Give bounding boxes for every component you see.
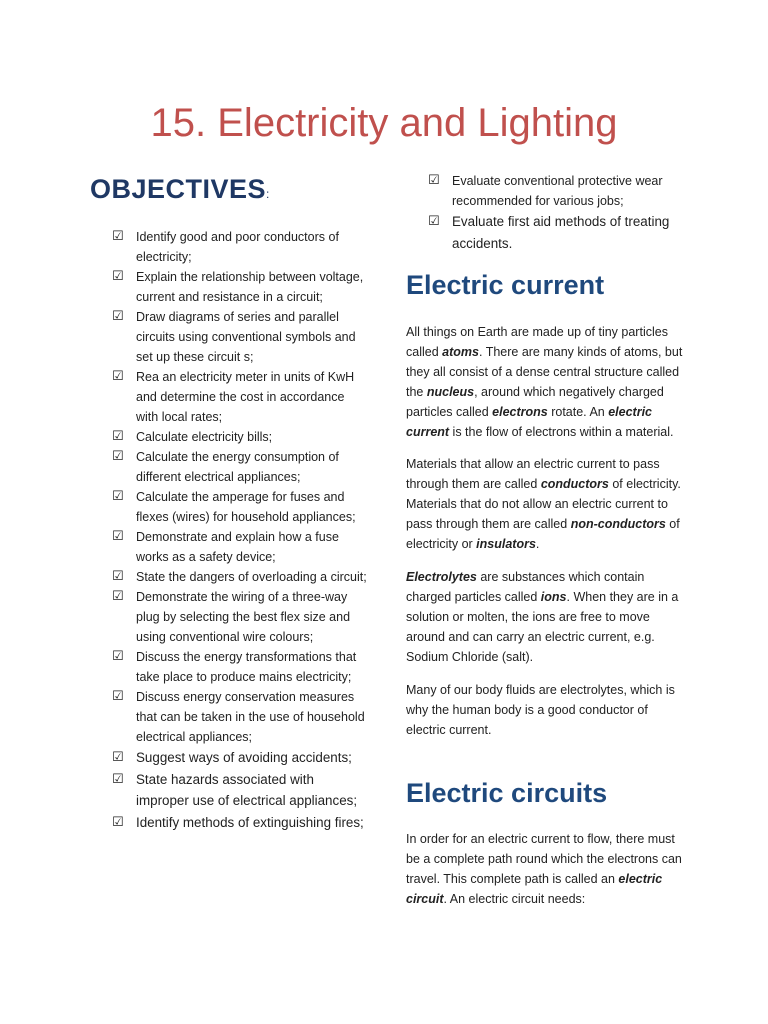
checkbox-icon: ☑ (112, 689, 124, 704)
objective-item: ☑ Explain the relationship between voltage, current and resistance in a circuit; (112, 269, 364, 304)
objectives-heading (90, 174, 270, 205)
page-title: 15. Electricity and Lighting (150, 101, 618, 145)
checkbox-icon: ☑ (112, 569, 124, 584)
paragraph: Electrolytes are substances which contain charged particles called ions. When they are in a solution or molten, the ions are free to move around and can carry an electric current, e.g. Sodium Chloride (salt). (406, 570, 679, 664)
term: atoms (442, 345, 479, 359)
objective-item: ☑ State hazards associated with improper use of electrical appliances; (112, 769, 370, 812)
objective-item: ☑ Evaluate conventional protective wear recommended for various jobs; (428, 173, 663, 208)
term: electric current (406, 405, 652, 439)
objective-item: ☑ Calculate the energy consumption of different electrical appliances; (112, 449, 339, 484)
objective-item: ☑ Evaluate first aid methods of treating accidents. (428, 211, 690, 254)
checkbox-icon: ☑ (112, 589, 124, 604)
checkbox-icon: ☑ (112, 750, 124, 765)
paragraph: Materials that allow an electric current to pass through them are called conductors of electricity. Materials that do not allow an electric current to pass through them are called non-conductors of electricity or insulators. (406, 457, 681, 551)
objective-item: ☑ Calculate the amperage for fuses and flexes (wires) for household appliances; (112, 489, 356, 524)
term: electrons (492, 405, 548, 419)
checkbox-icon: ☑ (428, 214, 440, 229)
checkbox-icon: ☑ (112, 529, 124, 544)
checkbox-icon: ☑ (112, 649, 124, 664)
objective-item: ☑ Suggest ways of avoiding accidents; (112, 747, 370, 769)
objectives-heading-text: OBJECTIVES (90, 174, 267, 204)
section-heading: Electric current (406, 270, 605, 300)
checkbox-icon: ☑ (112, 429, 124, 444)
section-electric-current (406, 268, 684, 740)
objective-item: ☑ Identify methods of extinguishing fires; (112, 812, 370, 834)
objective-item: ☑ Calculate electricity bills; (112, 427, 370, 447)
objective-item: ☑ Demonstrate and explain how a fuse works as a safety device; (112, 529, 339, 564)
objectives-list-left (112, 227, 370, 833)
objective-item: ☑ Discuss the energy transformations that take place to produce mains electricity; (112, 649, 357, 684)
checkbox-icon: ☑ (112, 269, 124, 284)
section-electric-circuits (406, 776, 684, 909)
paragraph: Many of our body fluids are electrolytes, which is why the human body is a good conductor of electric current. (406, 683, 675, 737)
term: non-conductors (570, 517, 666, 531)
checkbox-icon: ☑ (428, 173, 440, 188)
checkbox-icon: ☑ (112, 369, 124, 384)
term: conductors (540, 477, 609, 491)
objective-item: ☑ Demonstrate the wiring of a three-way plug by selecting the best flex size and using conventional wire colours; (112, 589, 351, 644)
checkbox-icon: ☑ (112, 489, 124, 504)
objective-item: ☑ Rea an electricity meter in units of KwH and determine the cost in accordance with local rates; (112, 369, 355, 424)
term: Electrolytes (406, 570, 477, 584)
checkbox-icon: ☑ (112, 771, 124, 787)
objectives-heading-colon: : (266, 187, 270, 201)
term: insulators (476, 537, 536, 551)
objective-item: ☑ Identify good and poor conductors of electricity; (112, 229, 339, 264)
term: ions (540, 590, 567, 604)
objectives-list-right (428, 171, 690, 254)
checkbox-icon: ☑ (112, 309, 124, 324)
objective-item: ☑ Discuss energy conservation measures that can be taken in the use of household electrical appliances; (112, 689, 365, 744)
checkbox-icon: ☑ (112, 814, 124, 830)
objective-item: ☑ State the dangers of overloading a circuit; (112, 567, 370, 587)
objective-item: ☑ Draw diagrams of series and parallel circuits using conventional symbols and set up these circuit s; (112, 309, 356, 364)
paragraph: All things on Earth are made up of tiny particles called atoms. There are many kinds of atoms, but they all consist of a dense central structure called the nucleus, around which negatively charged particles called electrons rotate. An electric current is the flow of electrons within a material. (406, 325, 683, 439)
checkbox-icon: ☑ (112, 229, 124, 244)
section-heading: Electric circuits (406, 778, 608, 808)
term: electric circuit (406, 872, 663, 906)
term: nucleus (426, 385, 475, 399)
checkbox-icon: ☑ (112, 449, 124, 464)
paragraph: In order for an electric current to flow, there must be a complete path round which the electrons can travel. This complete path is called an electric circuit. An electric circuit needs: (406, 832, 682, 906)
